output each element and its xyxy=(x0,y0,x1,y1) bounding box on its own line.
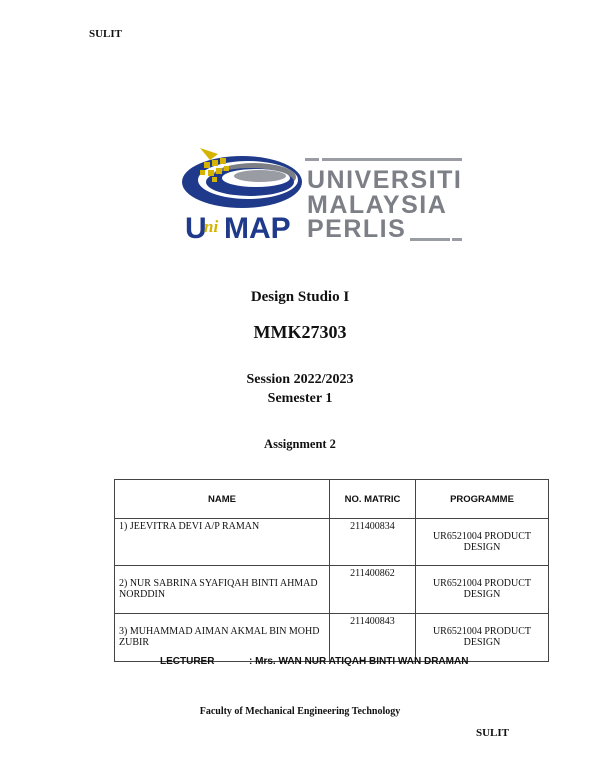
course-code: MMK27303 xyxy=(253,322,347,342)
brand-map: MAP xyxy=(224,212,291,245)
course-name: Design Studio I xyxy=(250,289,350,305)
logo-line-2: MALAYSIA xyxy=(307,191,448,219)
session: Session 2022/2023 xyxy=(246,372,354,387)
brand-ni: ni xyxy=(204,217,219,236)
header-matric: NO. MATRIC xyxy=(330,480,416,519)
classification-top: SULIT xyxy=(89,28,123,40)
member-matric: 211400862 xyxy=(330,566,416,614)
member-name: 3) MUHAMMAD AIMAN AKMAL BIN MOHD ZUBIR xyxy=(115,614,330,662)
table-row xyxy=(115,614,549,662)
header-name: NAME xyxy=(115,480,330,519)
member-matric: 211400834 xyxy=(330,519,416,566)
member-programme: UR6521004 PRODUCT DESIGN xyxy=(416,519,549,566)
classification-bottom: SULIT xyxy=(476,727,510,739)
faculty-name: Faculty of Mechanical Engineering Technology xyxy=(199,706,401,717)
member-name: 2) NUR SABRINA SYAFIQAH BINTI AHMAD NORDDIN xyxy=(115,566,330,614)
logo-line-1: UNIVERSITI xyxy=(307,166,463,194)
members-table xyxy=(114,479,549,662)
globe-emblem-icon xyxy=(182,148,302,208)
header-programme: PROGRAMME xyxy=(416,480,549,519)
member-name: 1) JEEVITRA DEVI A/P RAMAN xyxy=(115,519,330,566)
table-row xyxy=(115,519,549,566)
lecturer-name: : Mrs. WAN NUR ATIQAH BINTI WAN DRAMAN xyxy=(249,656,469,667)
brand-u: U xyxy=(185,212,207,245)
table-header-row xyxy=(115,480,549,519)
table-row xyxy=(115,566,549,614)
member-programme: UR6521004 PRODUCT DESIGN xyxy=(416,614,549,662)
member-programme: UR6521004 PRODUCT DESIGN xyxy=(416,566,549,614)
unimap-logo xyxy=(180,140,465,250)
lecturer-label: LECTURER xyxy=(160,656,215,667)
assignment-title: Assignment 2 xyxy=(264,437,336,451)
semester: Semester 1 xyxy=(267,391,333,406)
logo-line-3: PERLIS xyxy=(307,215,407,243)
member-matric: 211400843 xyxy=(330,614,416,662)
